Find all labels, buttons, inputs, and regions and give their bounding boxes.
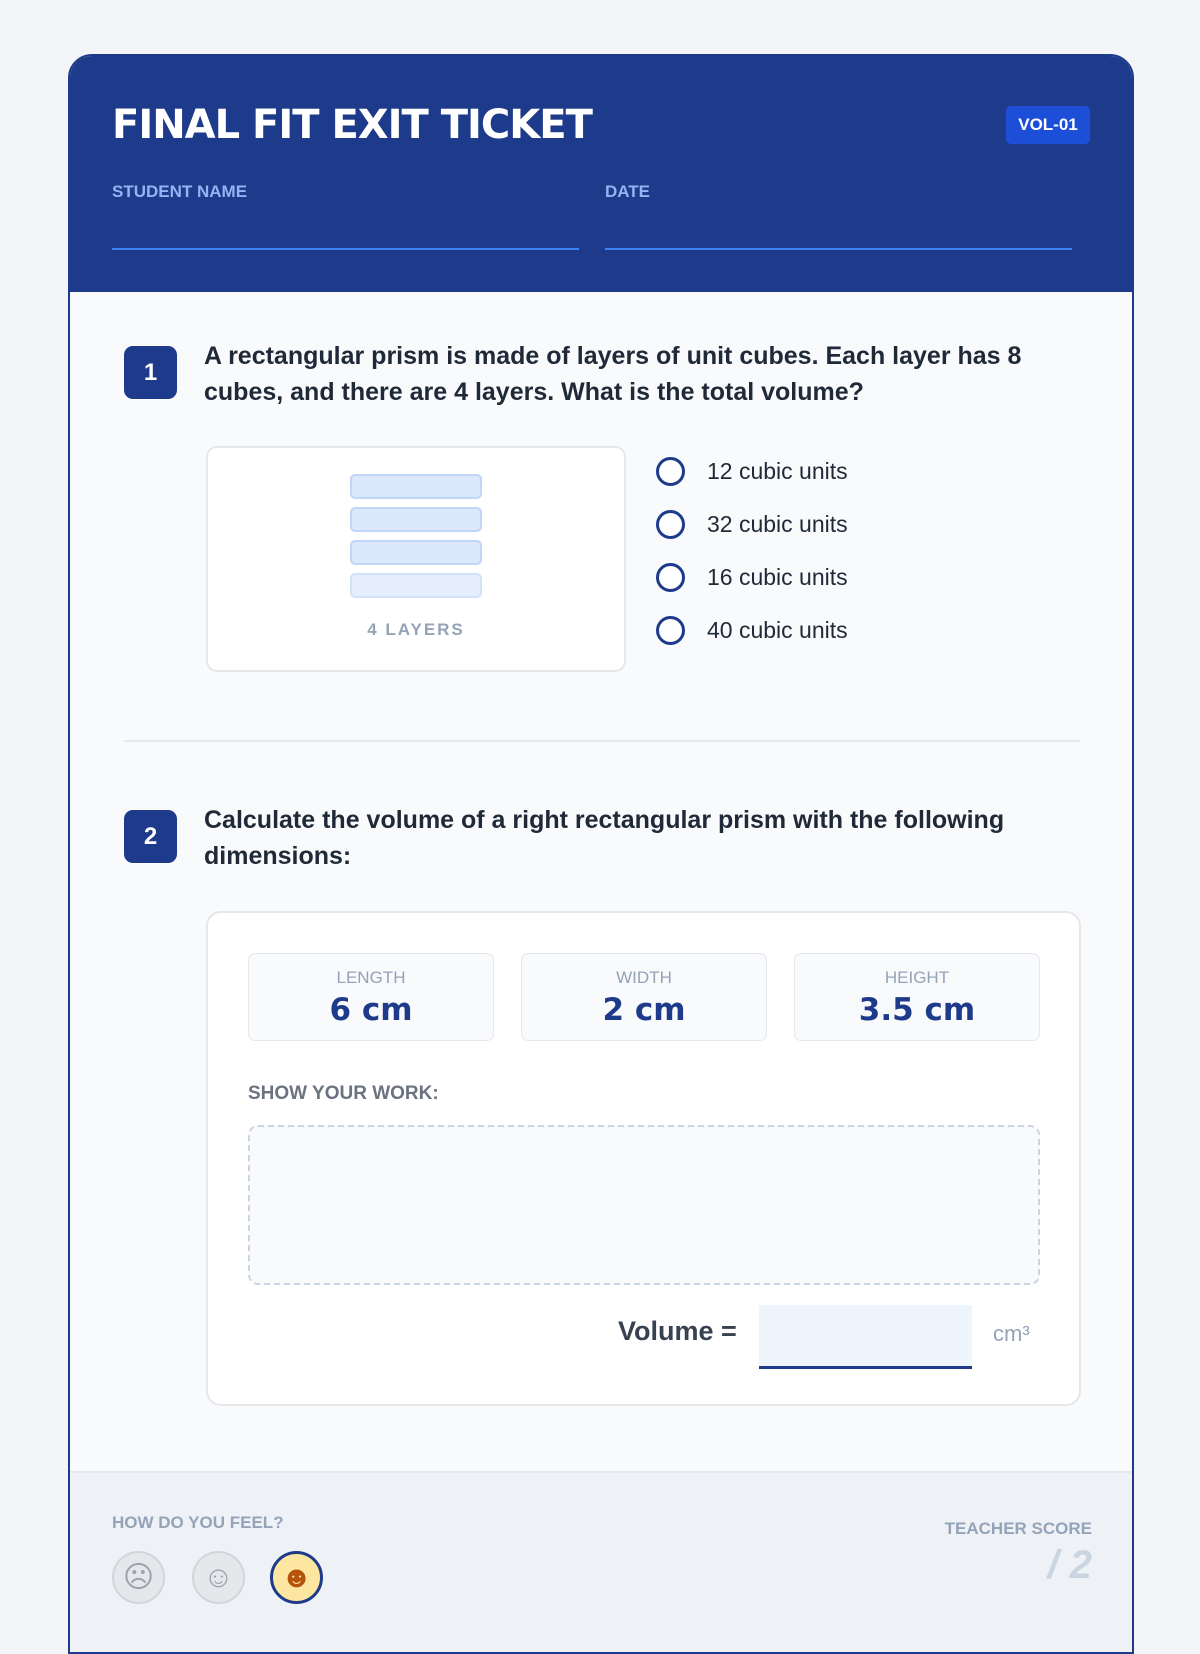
volume-label: Volume = [618, 1316, 737, 1346]
dimension-value: 2 cm [602, 992, 686, 1028]
option-label: 40 cubic units [707, 616, 848, 643]
ticket-header [70, 56, 1132, 292]
date-label: DATE [605, 182, 651, 201]
teacher-score-value: / 2 [1047, 1543, 1092, 1587]
ticket-footer [70, 1471, 1132, 1654]
question-2-number: 2 [124, 810, 177, 863]
layer-block [350, 573, 482, 598]
layer-block [350, 540, 482, 565]
radio-button[interactable] [656, 510, 685, 539]
date-field[interactable] [605, 248, 1072, 250]
dimension-label: WIDTH [616, 968, 672, 987]
happy-face-icon[interactable]: ☻ [270, 1551, 323, 1604]
ticket-title: FINAL FIT EXIT TICKET [112, 102, 592, 148]
answer-option-b[interactable] [656, 506, 848, 542]
answer-option-a[interactable] [656, 453, 848, 489]
question-1-text: A rectangular prism is made of layers of unit cubes. Each layer has 8 cubes, and there are 4 layers. What is the total volume? [204, 342, 1022, 406]
volume-unit: cm³ [993, 1321, 1030, 1346]
dimension-value: 6 cm [329, 992, 413, 1028]
layer-block [350, 474, 482, 499]
feel-label: HOW DO YOU FEEL? [112, 1513, 284, 1532]
dimension-label: LENGTH [336, 968, 406, 987]
layer-block [350, 507, 482, 532]
diagram-caption: 4 LAYERS [367, 620, 465, 639]
radio-button[interactable] [656, 457, 685, 486]
dimension-value: 3.5 cm [858, 992, 976, 1028]
neutral-face-icon[interactable]: ☺ [192, 1551, 245, 1604]
layers-diagram [206, 446, 626, 672]
code-badge: VOL-01 [1006, 106, 1090, 144]
radio-button[interactable] [656, 616, 685, 645]
section-divider [124, 740, 1080, 742]
teacher-score-label: TEACHER SCORE [944, 1519, 1092, 1538]
answer-option-d[interactable] [656, 612, 848, 648]
question-2-text: Calculate the volume of a right rectangular prism with the following dimensions: [204, 806, 1005, 870]
student-name-label: STUDENT NAME [112, 182, 248, 201]
question-1-number: 1 [124, 346, 177, 399]
option-label: 16 cubic units [707, 563, 848, 590]
option-label: 12 cubic units [707, 457, 848, 484]
show-work-label: SHOW YOUR WORK: [248, 1083, 439, 1104]
show-work-area[interactable] [248, 1125, 1040, 1285]
dimension-width [521, 953, 767, 1041]
dimensions-panel [206, 911, 1081, 1406]
student-name-field[interactable] [112, 248, 579, 250]
exit-ticket-card [68, 54, 1134, 1654]
volume-answer-input[interactable] [759, 1305, 972, 1369]
answer-option-c[interactable] [656, 559, 848, 595]
option-label: 32 cubic units [707, 510, 848, 537]
sad-face-icon[interactable]: ☹ [112, 1551, 165, 1604]
dimension-label: HEIGHT [884, 968, 950, 987]
dimension-height [794, 953, 1040, 1041]
dimension-length [248, 953, 494, 1041]
radio-button[interactable] [656, 563, 685, 592]
